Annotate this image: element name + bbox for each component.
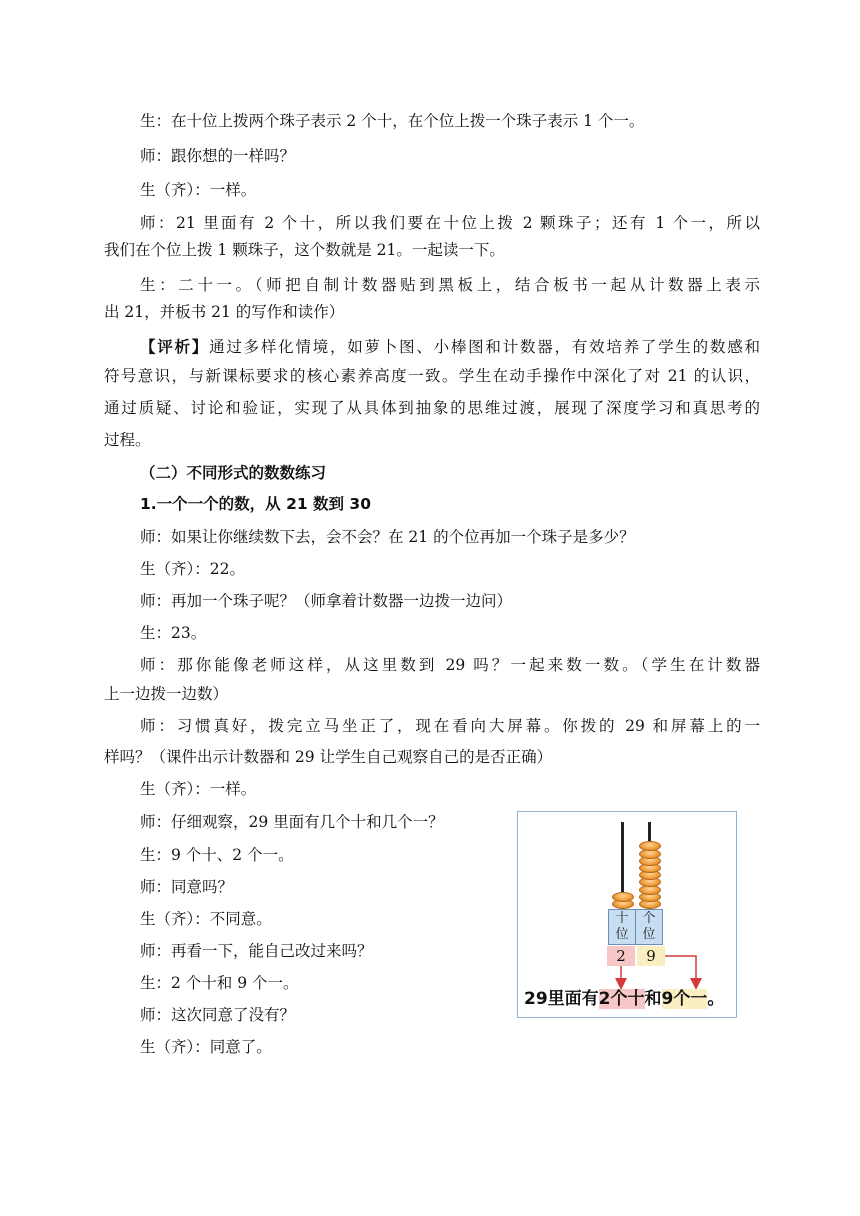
caption-ones: 9个一 xyxy=(661,989,708,1009)
text-line: 生（齐）：22。 xyxy=(140,560,245,578)
text-line: 师：跟你想的一样吗？ xyxy=(140,147,296,165)
caption-part: 。 xyxy=(707,989,725,1009)
comment-text: 通过多样化情境，如萝卜图、小棒图和计数器，有效培养了学生的数感和 xyxy=(209,338,760,356)
caption-tens: 2个十 xyxy=(598,989,645,1009)
text-line: 师：仔细观察，29 里面有几个十和几个一？ xyxy=(140,813,444,831)
text-line: 师：同意吗？ xyxy=(140,878,234,896)
text-line: 师：21 里面有 2 个十，所以我们要在十位上拨 2 颗珠子；还有 1 个一，所以 xyxy=(140,214,760,232)
figure-caption xyxy=(524,987,724,1011)
text-line: 通过质疑、讨论和验证，实现了从具体到抽象的思维过渡，展现了深度学习和真思考的 xyxy=(104,399,760,417)
subsection-heading: 1.一个一个的数，从 21 数到 30 xyxy=(140,495,372,513)
text-line: 师：如果让你继续数下去，会不会？在 21 的个位再加一个珠子是多少？ xyxy=(140,528,635,546)
tens-digit: 2 xyxy=(607,946,635,966)
text-line: 样吗？（课件出示计数器和 29 让学生自己观察自己的是否正确） xyxy=(104,748,553,766)
text-line: 生：23。 xyxy=(140,624,207,642)
text-line: 生：在十位上拨两个珠子表示 2 个十，在个位上拨一个珠子表示 1 个一。 xyxy=(140,112,645,130)
text-line: 生：9 个十、2 个一。 xyxy=(140,846,294,864)
comment-label: 【评析】 xyxy=(140,338,210,356)
text-line: 我们在个位上拨 1 颗珠子，这个数就是 21。一起读一下。 xyxy=(104,241,505,259)
comment-paragraph-first-line xyxy=(140,337,760,357)
tens-place-text: 十位 xyxy=(615,911,629,942)
text-line: 生：二十一。（师把自制计数器贴到黑板上，结合板书一起从计数器上表示 xyxy=(140,276,760,294)
text-line: 出 21，并板书 21 的写作和读作） xyxy=(104,303,345,321)
text-line: 生（齐）：不同意。 xyxy=(140,910,272,928)
text-line: 师：这次同意了没有？ xyxy=(140,1006,296,1024)
text-line: 过程。 xyxy=(104,431,151,449)
counter-figure xyxy=(517,811,737,1018)
caption-part: 和 xyxy=(644,989,662,1009)
text-line: 师：再加一个珠子呢？（师拿着计数器一边拨一边问） xyxy=(140,592,513,610)
text-line: 师：习惯真好，拨完立马坐正了，现在看向大屏幕。你拨的 29 和屏幕上的一 xyxy=(140,717,760,735)
ones-digit: 9 xyxy=(637,946,665,966)
text-line: 师：再看一下，能自己改过来吗？ xyxy=(140,942,373,960)
ones-arrow xyxy=(665,956,696,984)
text-line: 生：2 个十和 9 个一。 xyxy=(140,974,299,992)
ones-place-text: 个位 xyxy=(642,911,656,942)
text-line: 师：那你能像老师这样，从这里数到 29 吗？一起来数一数。（学生在计数器 xyxy=(140,656,760,674)
text-line: 生（齐）：一样。 xyxy=(140,780,257,798)
text-line: 上一边拨一边数） xyxy=(104,685,229,703)
text-line: 生（齐）：同意了。 xyxy=(140,1038,272,1056)
caption-part: 29里面有 xyxy=(524,989,599,1009)
text-line: 生（齐）：一样。 xyxy=(140,181,257,199)
section-heading: （二）不同形式的数数练习 xyxy=(140,464,327,482)
text-line: 符号意识，与新课标要求的核心素养高度一致。学生在动手操作中深化了对 21 的认识， xyxy=(104,367,760,385)
